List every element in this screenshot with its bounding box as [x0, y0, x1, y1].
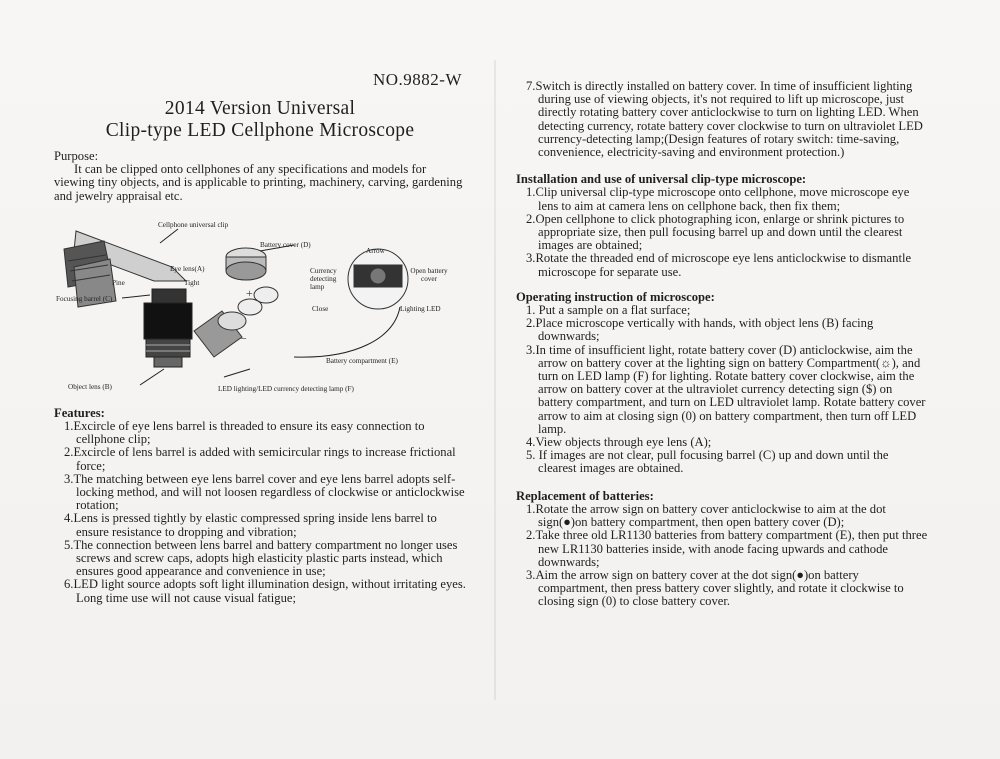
feature-item: 2.Excircle of lens barrel is added with semicircular rings to increase frictional force; — [64, 445, 456, 473]
label-eye-lens: Eye lens(A) — [170, 264, 205, 273]
feature-item-7: 7.Switch is directly installed on battery cover. In time of insufficient lighting during use of viewing objects, it's not required to lift up microscope, just directly rotating battery cover anticlockwise to turn on lighting LED. When detecting currency, rotate battery cover clockwise to turn on ultraviolet LED currency-detecting lamp;(Design features of rotary switch: time-saving, convenience, electricity-saving and environment protection.) — [526, 79, 923, 160]
label-tight: Tight — [184, 278, 200, 287]
install-step: 3.Rotate the threaded end of microscope eye lens anticlockwise to dismantle microscope for separate use. — [526, 251, 912, 279]
label-clip: Cellphone universal clip — [158, 220, 229, 229]
purpose-label: Purpose: — [54, 149, 99, 163]
installation-heading: Installation and use of universal clip-type microscope: — [516, 172, 807, 187]
label-battery-compartment: Battery compartment (E) — [326, 356, 398, 365]
label-lighting-led: Lighting LED — [400, 304, 441, 313]
replacement-step: 3.Aim the arrow sign on battery cover at the dot sign(●)on battery compartment, then press battery cover slightly, and rotate it clockwise to closing sign (0) to close battery cover. — [526, 567, 904, 609]
label-pine: Pine — [112, 278, 125, 287]
feature-item: 3.The matching between eye lens barrel cover and eye lens barrel adopts self-locking method, and will not loosen regardless of clockwise or anticlockwise rotation; — [64, 471, 465, 513]
title-line-2: Clip-type LED Cellphone Microscope — [105, 120, 415, 141]
operating-step: 2.Place microscope vertically with hands, with object lens (B) facing downwards; — [526, 316, 874, 344]
minus-sign: – — [240, 329, 246, 344]
label-open: Open battery cover — [410, 266, 448, 283]
install-step: 1.Clip universal clip-type microscope onto cellphone, move microscope eye lens to aim at camera lens on cellphone back, then fix them; — [526, 185, 910, 213]
features-heading: Features: — [54, 405, 105, 420]
replacement-step: 1.Rotate the arrow sign on battery cover anticlockwise to aim at the dot sign(●)on battery compartment, then open battery cover (D); — [526, 501, 886, 530]
label-focusing-barrel: Focusing barrel (C) — [56, 294, 113, 303]
feature-item: 1.Excircle of eye lens barrel is threaded to ensure its easy connection to cellphone clip; — [64, 419, 425, 447]
label-battery-cover: Battery cover (D) — [260, 240, 311, 249]
title-line-1: 2014 Version Universal — [164, 98, 356, 119]
replacement-step: 2.Take three old LR1130 batteries from battery compartment (E), then put three new LR1130 batteries inside, with anode facing upwards and cathode downwards; — [526, 528, 928, 569]
left-column — [54, 70, 466, 605]
plus-sign: + — [246, 285, 253, 300]
feature-item: 4.Lens is pressed tightly by elastic compressed spring inside lens barrel to ensure resistance to dropping and vibration; — [64, 511, 437, 539]
page-fold — [494, 60, 496, 700]
battery-compartment-drawing — [194, 287, 278, 357]
diagram-drawing — [54, 209, 466, 399]
replacement-heading: Replacement of batteries: — [516, 488, 654, 503]
feature-item: 6.LED light source adopts soft light illumination design, without irritating eyes. Long time use will not cause visual fatigue; — [64, 577, 466, 605]
operating-step: 5. If images are not clear, pull focusing barrel (C) up and down until the clearest images are obtained. — [526, 448, 889, 476]
label-arrow: Arrow — [366, 246, 385, 255]
battery-cover-drawing — [226, 248, 266, 280]
label-close: Close — [312, 304, 329, 313]
model-number: NO.9882-W — [372, 70, 462, 89]
install-step: 2.Open cellphone to click photographing icon, enlarge or shrink pictures to appropriate size, then pull focusing barrel up and down until the clearest images are obtained; — [526, 211, 905, 253]
label-object-lens: Object lens (B) — [68, 382, 112, 391]
feature-item: 5.The connection between lens barrel and battery compartment no longer uses screws and screw caps, adopts high elasticity plastic parts instead, which ensures good appearance and convenience in use; — [64, 537, 458, 579]
microscope-body-drawing — [144, 289, 192, 367]
operating-step: 4.View objects through eye lens (A); — [526, 435, 712, 450]
operating-heading: Operating instruction of microscope: — [516, 289, 715, 304]
right-column — [516, 80, 930, 609]
label-currency: Currency detecting lamp — [310, 266, 337, 291]
label-led-note: LED lighting/LED currency detecting lamp (F) — [218, 384, 354, 393]
operating-step: 1. Put a sample on a flat surface; — [526, 303, 691, 318]
operating-step: 3.In time of insufficient light, rotate battery cover (D) anticlockwise, aim the arrow on battery cover at the lighting sign on battery Compartment(☼), and turn on LED lamp (F) for lighting. Rotate battery cover clockwise, aim the arrow on battery cover at the ultraviolet currency detecting sign ($) on battery compartment, and turn on LED ultraviolet lamp. Rotate battery cover arrow to aim at closing sign (0) on battery compartment, then turn off LED lamp. — [526, 342, 926, 436]
microscope-diagram — [54, 209, 466, 399]
top-view-drawing — [348, 246, 408, 309]
purpose-text: It can be clipped onto cellphones of any specifications and models for viewing tiny objects, and is applicable to printing, machinery, carving, gardening and jewelry appraisal etc. — [54, 162, 463, 203]
